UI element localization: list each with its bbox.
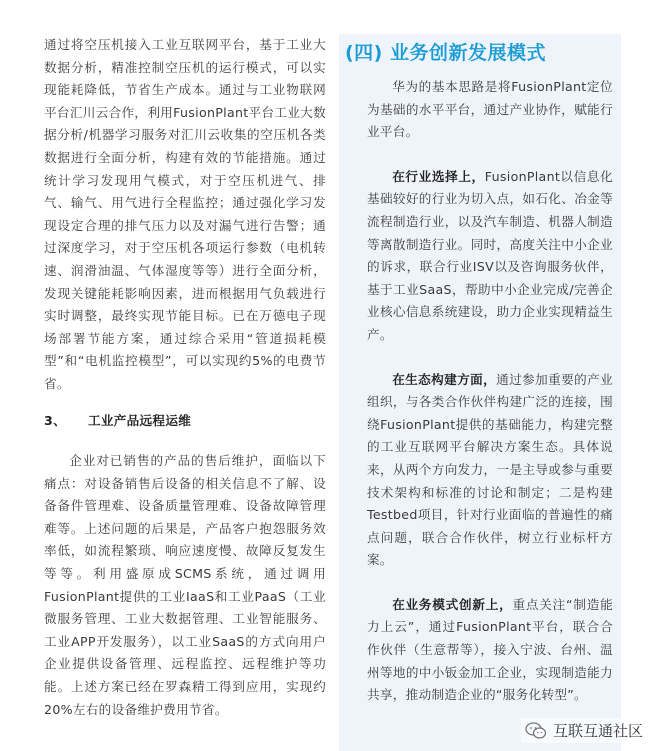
left-paragraph-1: 通过将空压机接入工业互联网平台，基于工业大数据分析，精准控制空压机的运行模式，可以实现能耗降低，节省生产成本。通过与工业物联网平台汇川云合作，利用FusionPlant平台工业大数据分析/机器学习服务对汇川云收集的空压机各类数据进行全面分析，构建有效的节能措施。通过统计学习发现用气模式，对于空压机进气、排气、输气、用气进行全程监控；通过强化学习发现设定合理的排气压力以及对漏气进行告警；通过深度学习，对于空压机各项运行参数（电机转速、润滑油温、气体湿度等等）进行全面分析，发现关键能耗影响因素，进而根据用气负载进行实时调整，最终实现节能目标。已在万德电子现场部署节能方案，通过综合采用“管道损耗模型”和“电机监控模型”，可以实现约5%的电费节省。 (44, 37, 326, 391)
right-panel-title: (四) 业务创新发展模式 (345, 42, 546, 64)
lead-business-model: 在业务模式创新上， (392, 596, 513, 612)
watermark (521, 718, 647, 743)
left-paragraph-2: 企业对已销售的产品的售后维护，面临以下痛点：对设备销售后设备的相关信息不了解、设备备件管理难、设备质量管理难、设备故障管理难等。上述问题的后果是，产品客户抱怨服务效率低，如流程繁琐、响应速度慢、故障反复发生等等。利用盛原成SCMS系统，通过调用FusionPlant提供的工业IaaS和工业PaaS（工业微服务管理、工业大数据管理、工业智能服务、工业APP开发服务），以工业SaaS的方式向用户企业提供设备管理、远程监控、远程维护等功能。上述方案已经在罗森精工得到应用，实现约20%左右的设备维护费用节省。 (44, 453, 326, 717)
section-heading (44, 410, 326, 433)
section-number: 3、 (44, 412, 66, 428)
right-paragraph-ecosystem (367, 369, 613, 572)
right-panel (339, 34, 621, 751)
body-industry: FusionPlant以信息化基础较好的行业为切入点，如石化、冶金等流程制造行业，以及汽车制造、机器人制造等离散制造行业。同时，高度关注中小企业的诉求，联合行业ISV以及咨询服务伙伴，基于工业SaaS，帮助中小企业完成/完善企业核心信息系统建设，助力企业实现精益生产。 (367, 168, 613, 342)
body-ecosystem: 通过参加重要的产业组织，与各类合作伙伴构建广泛的连接，围绕FusionPlant提供的基础能力，构建完整的工业互联网平台解决方案生态。具体说来，从两个方向发力，一是主导或参与重要技术架构和标准的讨论和制定；二是构建Testbed项目，针对行业面临的普遍性的痛点问题，联合合作伙伴，树立行业标杆方案。 (367, 371, 614, 568)
body-business-model: 重点关注“制造能力上云”，通过FusionPlant平台，联合合作伙伴（生意帮等），接入宁波、台州、温州等地的中小钣金加工企业，实现制造能力共享，推动制造企业的“服务化转型”。 (367, 596, 613, 703)
lead-ecosystem: 在生态构建方面， (392, 371, 497, 387)
watermark-text: 互联互通社区 (552, 722, 643, 740)
left-column (44, 34, 326, 721)
right-paragraph-industry (367, 166, 613, 347)
section-title: 工业产品远程运维 (87, 412, 192, 428)
right-panel-body (339, 76, 621, 707)
wechat-icon (525, 722, 547, 740)
lead-industry: 在行业选择上， (392, 168, 485, 184)
right-intro: 华为的基本思路是将FusionPlant定位为基础的水平平台，通过产业协作，赋能行业平台。 (367, 79, 613, 140)
right-paragraph-business-model (367, 594, 613, 707)
